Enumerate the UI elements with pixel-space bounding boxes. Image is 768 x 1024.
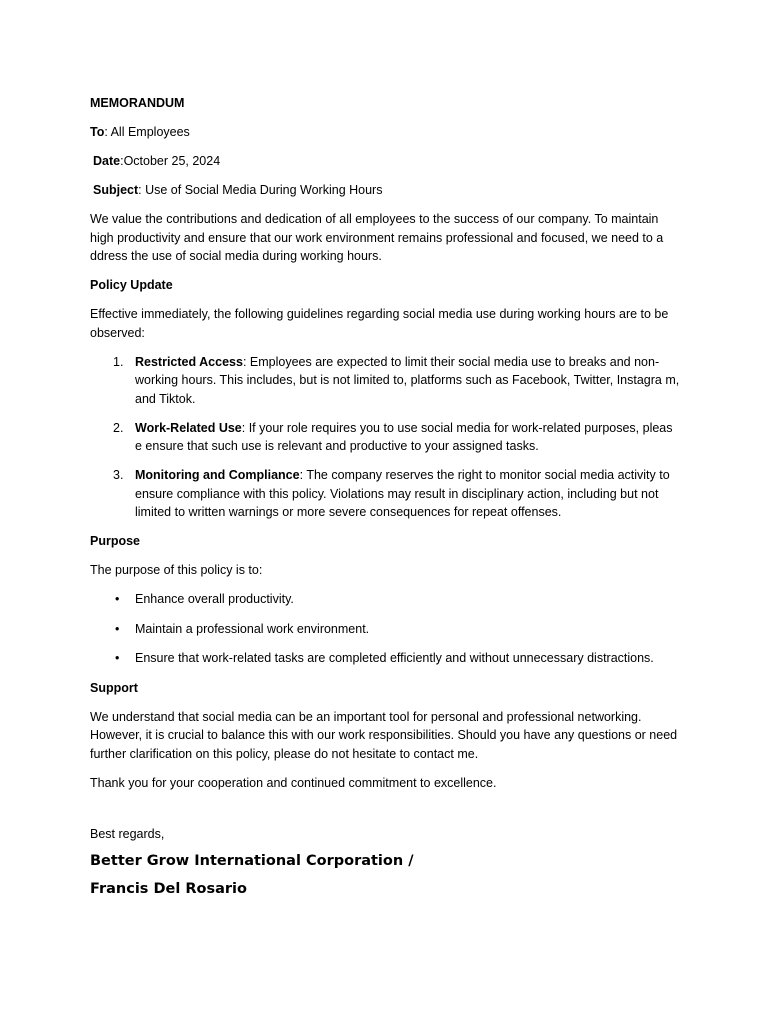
memo-to-label: To <box>90 125 105 139</box>
memo-document <box>90 94 680 907</box>
policy-update-heading: Policy Update <box>90 278 173 292</box>
policy-guidelines-list <box>90 353 680 522</box>
signature-company: Better Grow International Corporation / <box>90 852 414 869</box>
purpose-item-text: Maintain a professional work environment. <box>135 621 370 636</box>
policy-item-text: : If your role requires you to use social media for work-related purposes, pleas e ensure that such use is relevant and productive to your assigned tasks. <box>135 420 673 453</box>
purpose-item <box>90 620 680 639</box>
memo-subject-label: Subject <box>93 183 139 197</box>
bullet-icon: • <box>115 621 120 636</box>
memo-date-line <box>90 152 680 171</box>
purpose-item-text: Ensure that work-related tasks are completed efficiently and without unnecessary distractions. <box>135 651 654 665</box>
policy-lead-paragraph: Effective immediately, the following guidelines regarding social media use during working hours are to be observed: <box>90 307 669 340</box>
bullet-icon: • <box>115 592 120 606</box>
purpose-item <box>90 590 680 609</box>
policy-item-work-related-use <box>90 419 680 456</box>
purpose-heading: Purpose <box>90 534 141 548</box>
purpose-item-text: Enhance overall productivity. <box>135 592 294 606</box>
memo-to-line <box>90 123 680 142</box>
policy-item-text: : Employees are expected to limit their social media use to breaks and non-working hours. This includes, but is not limited to, platforms such as Facebook, Twitter, Instagra m, and Tiktok. <box>135 354 680 406</box>
list-number: 1. <box>113 354 124 369</box>
policy-item-title: Restricted Access <box>135 354 243 369</box>
purpose-lead-paragraph: The purpose of this policy is to: <box>90 563 263 577</box>
support-paragraph: We understand that social media can be an important tool for personal and professional networking. However, it is crucial to balance this with our work responsibilities. Should you have any questions or need further clarification on this policy, please do not hesitate to contact me. <box>90 709 678 761</box>
policy-item-restricted-access <box>90 353 680 409</box>
thanks-paragraph: Thank you for your cooperation and continued commitment to excellence. <box>90 775 497 790</box>
support-heading: Support <box>90 680 138 695</box>
memo-date-label: Date <box>93 154 121 168</box>
signature-name: Francis Del Rosario <box>90 880 247 897</box>
memo-to-value: : All Employees <box>104 125 190 139</box>
memo-subject-value: : Use of Social Media During Working Hours <box>138 183 383 197</box>
memo-title: MEMORANDUM <box>90 96 185 110</box>
policy-item-text: : The company reserves the right to monitor social media activity to ensure compliance with this policy. Violations may result in disciplinary action, including but not limited to written warnings or more severe consequences for repeat offenses. <box>135 468 670 519</box>
purpose-item <box>90 649 680 668</box>
policy-item-title: Monitoring and Compliance <box>135 468 300 482</box>
memo-date-value: :October 25, 2024 <box>120 154 221 168</box>
policy-item-monitoring-compliance <box>90 466 680 522</box>
memo-subject-line <box>90 181 680 200</box>
policy-item-title: Work-Related Use <box>135 420 242 435</box>
bullet-icon: • <box>115 651 120 665</box>
purpose-list <box>90 590 680 668</box>
intro-paragraph: We value the contributions and dedication of all employees to the success of our company. To maintain high productivity and ensure that our work environment remains professional and focused, we need to a ddress the use of social media during working hours. <box>90 212 664 263</box>
closing-line: Best regards, <box>90 827 165 841</box>
list-number: 3. <box>113 468 124 482</box>
list-number: 2. <box>113 420 124 435</box>
